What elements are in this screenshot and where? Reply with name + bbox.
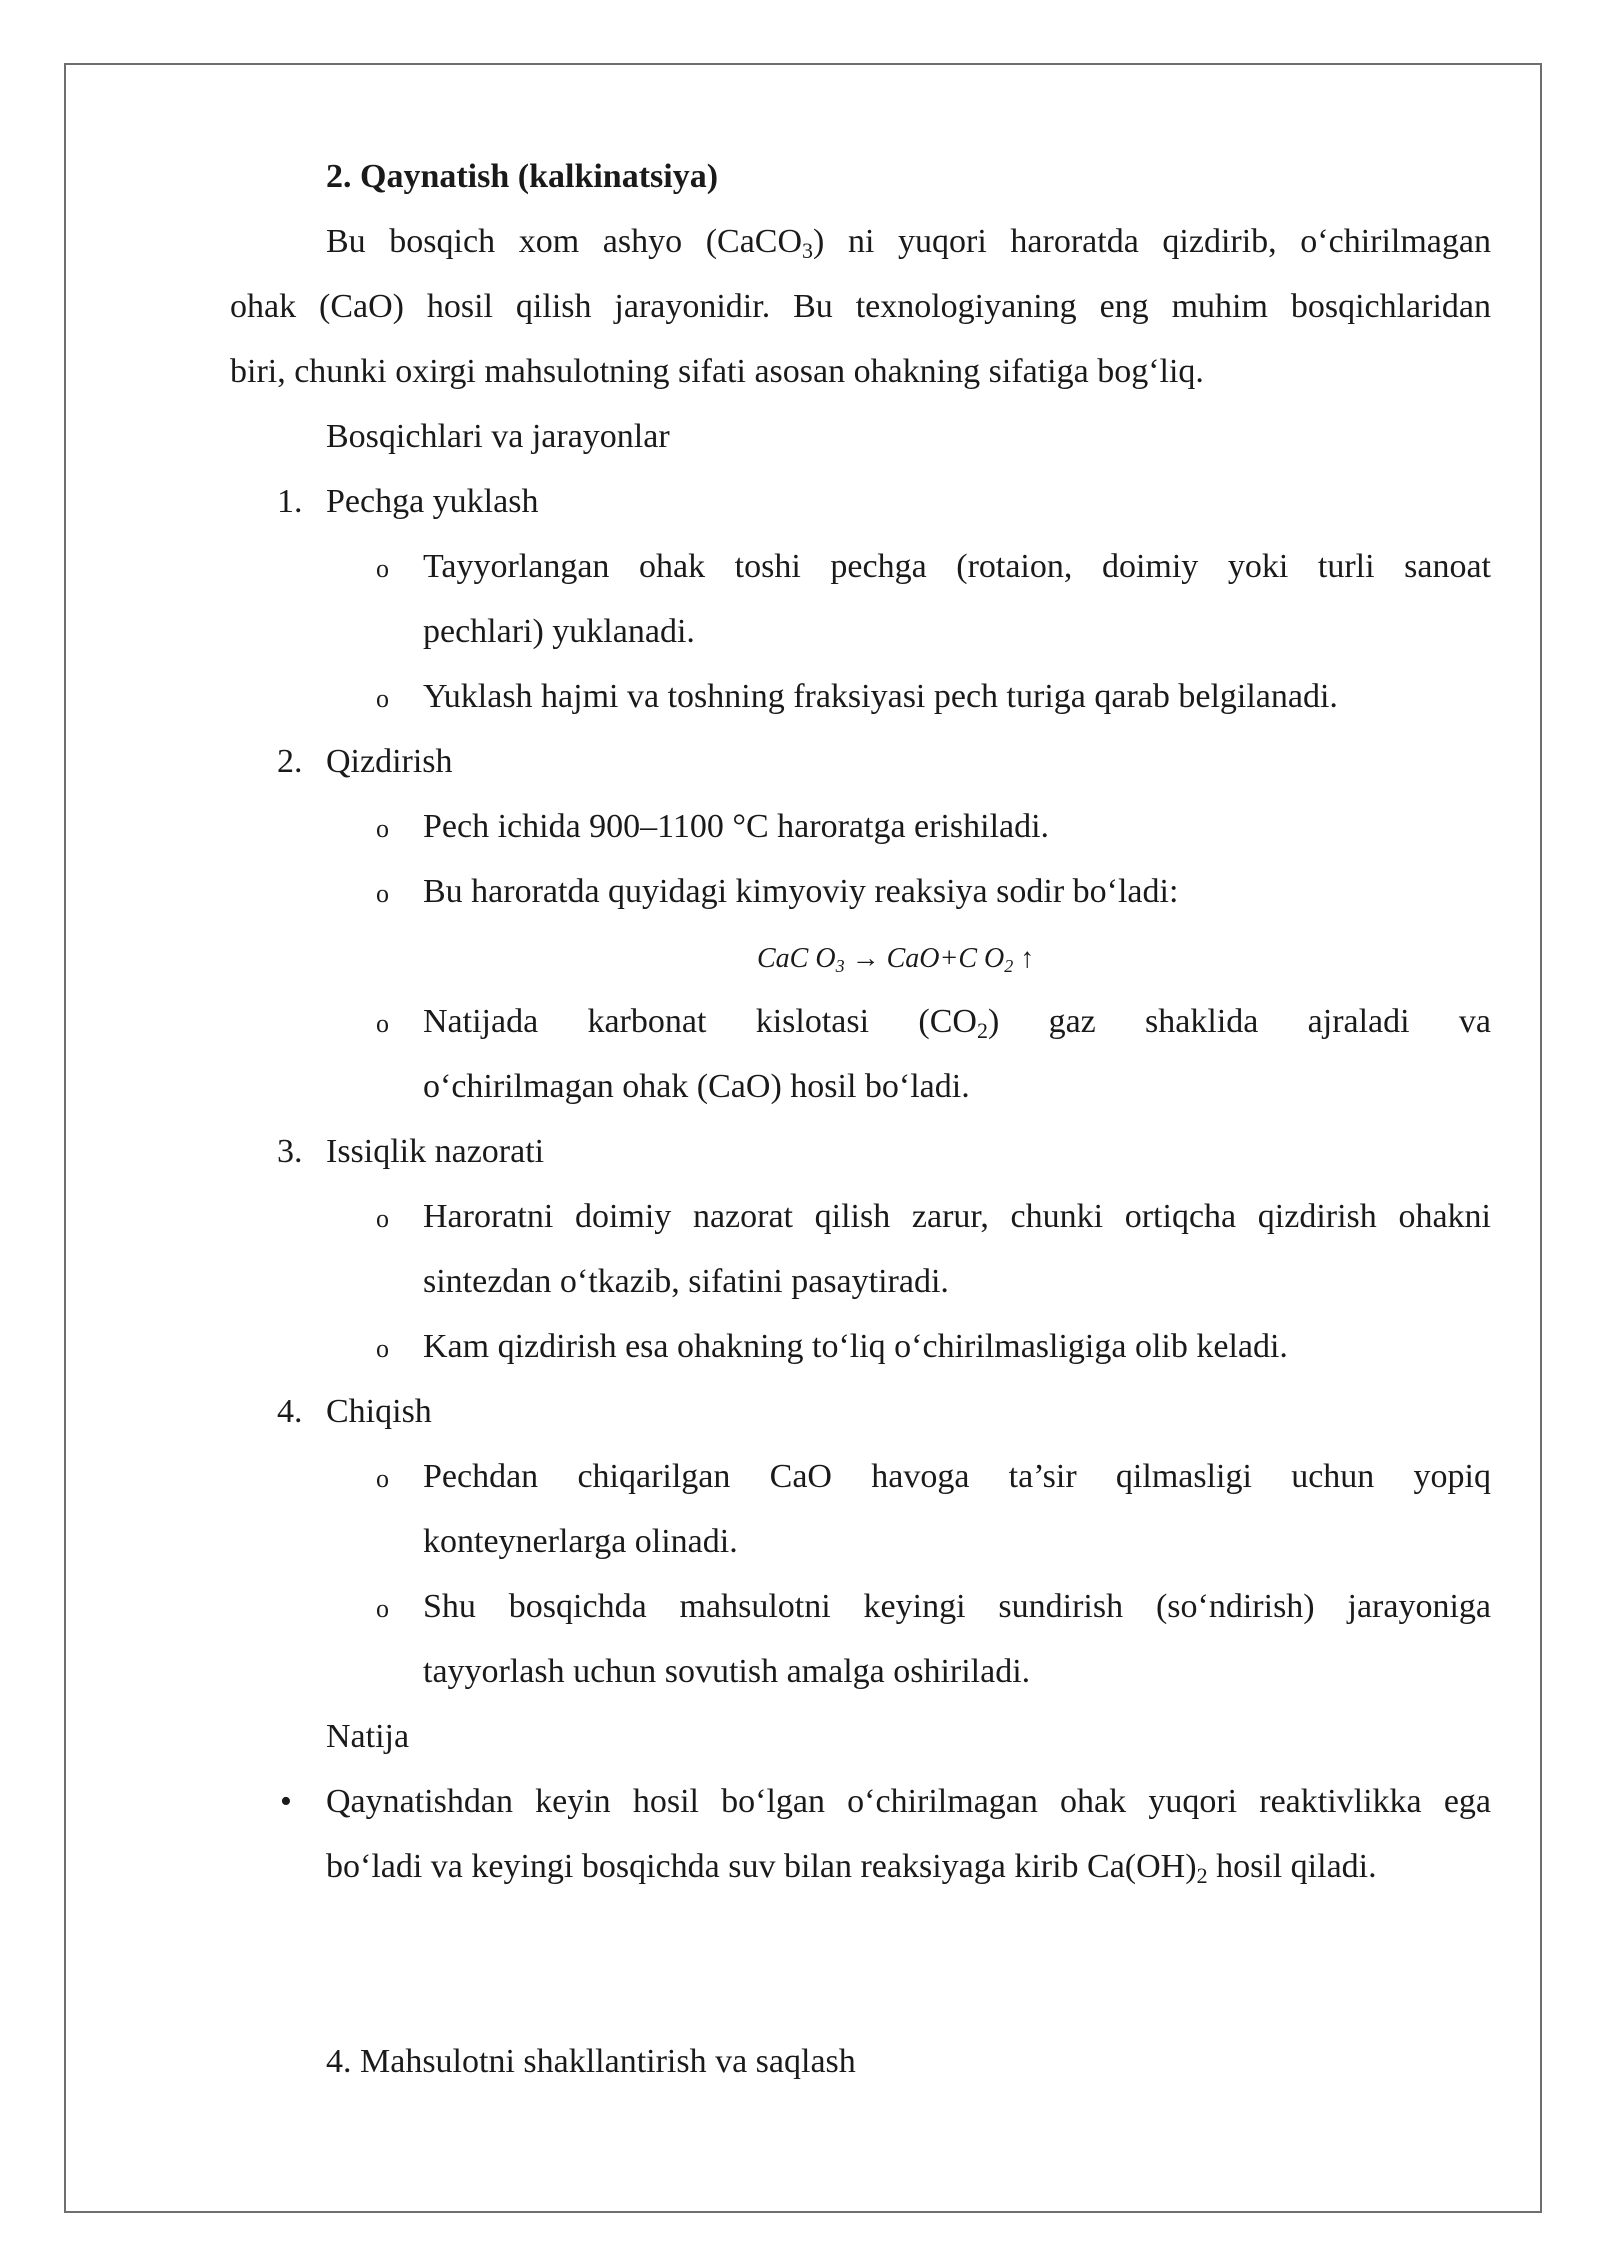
sub-bullet-marker: o	[376, 814, 389, 843]
bullet-1-1-line-2: pechlari) yuklanadi.	[423, 613, 695, 650]
section-heading: 2. Qaynatish (kalkinatsiya)	[326, 158, 719, 195]
result-line-1: Qaynatishdan keyin hosil bo‘lgan o‘chirilmagan ohak yuqori reaktivlikka ega	[326, 1783, 1491, 1820]
list-item-title-1: Pechga yuklash	[326, 483, 539, 520]
bullet-2-2: Bu haroratda quyidagi kimyoviy reaksiya sodir bo‘ladi:	[423, 873, 1179, 910]
bullet-3-1-line-1: Haroratni doimiy nazorat qilish zarur, chunki ortiqcha qizdirish ohakni	[423, 1198, 1491, 1235]
list-item-title-3: Issiqlik nazorati	[326, 1133, 545, 1170]
bullet-marker: •	[280, 1783, 292, 1820]
sub-bullet-marker: o	[376, 1464, 389, 1493]
sub-bullet-marker: o	[376, 879, 389, 908]
bullet-1-2: Yuklash hajmi va toshning fraksiyasi pech turiga qarab belgilanadi.	[423, 678, 1338, 715]
sub-bullet-marker: o	[376, 1334, 389, 1363]
bullet-4-1-line-2: konteynerlarga olinadi.	[423, 1523, 738, 1560]
list-item-title-4: Chiqish	[326, 1393, 432, 1430]
bullet-4-2-line-2: tayyorlash uchun sovutish amalga oshiriladi.	[423, 1653, 1031, 1690]
bullet-4-2-line-1: Shu bosqichda mahsulotni keyingi sundirish (so‘ndirish) jarayoniga	[423, 1588, 1491, 1625]
reaction-formula: CaC $O_3 \to CaO+C$ $O_2$ ↑	[757, 943, 1035, 976]
bullet-1-1-line-1: Tayyorlangan ohak toshi pechga (rotaion, doimiy yoki turli sanoat	[423, 548, 1491, 585]
bullet-3-1-line-2: sintezdan o‘tkazib, sifatini pasaytiradi.	[423, 1263, 949, 1300]
sub-bullet-marker: o	[376, 1594, 389, 1623]
list-number-2: 2.	[277, 743, 303, 780]
next-section-heading: 4. Mahsulotni shakllantirish va saqlash	[326, 2043, 856, 2080]
bullet-2-3-line-1: Natijada karbonat kislotasi $(CO_2)$ gaz shaklida ajraladi va	[423, 1003, 1491, 1043]
intro-line-1: Bu bosqich xom ashyo (CaCO$_3$) ni yuqori haroratda qizdirib, o‘chirilmagan	[326, 223, 1491, 263]
sub-bullet-marker: o	[376, 684, 389, 713]
list-item-title-2: Qizdirish	[326, 743, 453, 780]
list-number-1: 1.	[277, 483, 303, 520]
list-number-3: 3.	[277, 1133, 303, 1170]
sub-bullet-marker: o	[376, 1204, 389, 1233]
result-heading: Natija	[326, 1718, 410, 1755]
intro-line-3: biri, chunki oxirgi mahsulotning sifati asosan ohakning sifatiga bog‘liq.	[230, 353, 1204, 390]
bullet-2-3-line-2: o‘chirilmagan ohak (CaO) hosil bo‘ladi.	[423, 1068, 970, 1105]
intro-line-2: ohak (CaO) hosil qilish jarayonidir. Bu texnologiyaning eng muhim bosqichlaridan	[230, 288, 1491, 325]
sub-bullet-marker: o	[376, 1009, 389, 1038]
sub-bullet-marker: o	[376, 554, 389, 583]
bullet-3-2: Kam qizdirish esa ohakning to‘liq o‘chirilmasligiga olib keladi.	[423, 1328, 1288, 1365]
list-number-4: 4.	[277, 1393, 303, 1430]
subtitle: Bosqichlari va jarayonlar	[326, 418, 670, 455]
bullet-4-1-line-1: Pechdan chiqarilgan CaO havoga ta’sir qilmasligi uchun yopiq	[423, 1458, 1491, 1495]
bullet-2-1: Pech ichida 900–1100 °C haroratga erishiladi.	[423, 808, 1050, 845]
result-line-2: bo‘ladi va keyingi bosqichda suv bilan reaksiyaga kirib $Ca(OH)_2$ hosil qiladi.	[326, 1848, 1377, 1888]
